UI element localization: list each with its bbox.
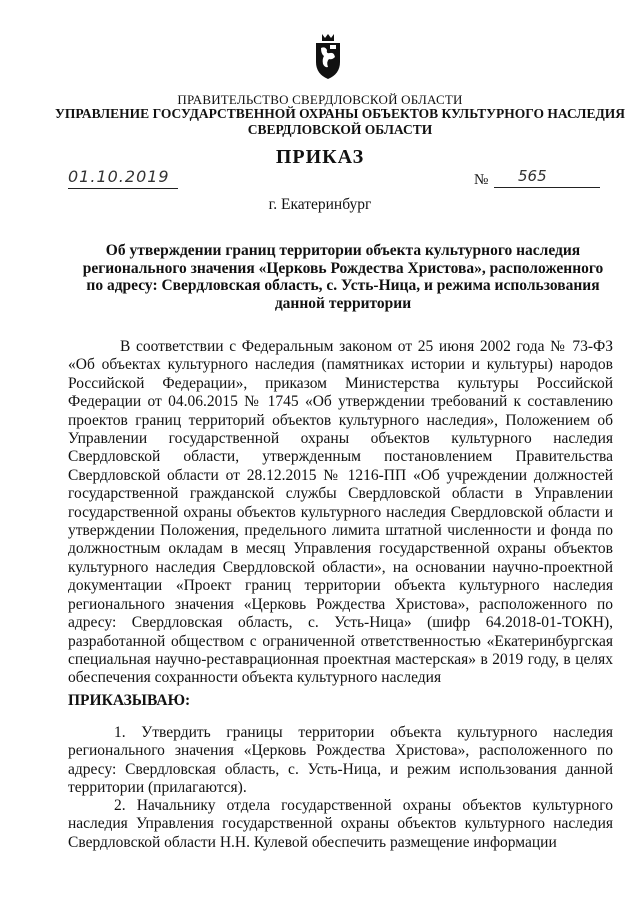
document-title: ПРИКАЗ	[275, 146, 365, 168]
decree-heading: ПРИКАЗЫВАЮ:	[68, 692, 191, 709]
order-item-2: 2. Начальнику отдела государственной охраны объектов культурного наследия Управления государственной охраны объектов культурного наследия Свердловской области Н.Н. Кулевой обеспечить размещение информации	[68, 797, 613, 851]
number-label: №	[474, 172, 489, 188]
order-item-1: 1. Утвердить границы территории объекта культурного наследия регионального значения «Церковь Рождества Христова», расположенного по адресу: Свердловская область, с. Усть-Ница, и режим использования данной территории (прилагаются).	[68, 724, 613, 797]
government-name: ПРАВИТЕЛЬСТВО СВЕРДЛОВСКОЙ ОБЛАСТИ	[177, 92, 463, 107]
order-date: 01.10.2019	[68, 166, 178, 189]
department-name: УПРАВЛЕНИЕ ГОСУДАРСТВЕННОЙ ОХРАНЫ ОБЪЕКТОВ КУЛЬТУРНОГО НАСЛЕДИЯ СВЕРДЛОВСКОЙ ОБЛАСТИ	[54, 106, 626, 137]
order-subject: Об утверждении границ территории объекта культурного наследия регионального значения «Церковь Рождества Христова», расположенного по адресу: Свердловская область, с. Усть-Ница, и режима использования данной территории	[82, 242, 604, 312]
order-number: 565	[494, 166, 600, 188]
preamble-paragraph: В соответствии с Федеральным законом от 25 июня 2002 года № 73-ФЗ «Об объектах культурного наследия (памятниках истории и культуры) народов Российской Федерации», приказом Министерства культуры Российской Федерации от 04.06.2015 № 1745 «Об утверждении требований к составлению проектов границ территорий объектов культурного наследия», Положением об Управлении государственной охраны объектов культурного наследия Свердловской области, утвержденным постановлением Правительства Свердловской области от 28.12.2015 № 1216-ПП «Об учреждении должностей государственной гражданской службы Свердловской области в Управлении государственной охраны объектов культурного наследия Свердловской области и утверждении Положения, предельного лимита штатной численности и фонда по должностным окладам в месяц Управления государственной охраны объектов культурного наследия Свердловской области», на основании научно-проектной документации «Проект границ территории объекта культурного наследия регионального значения «Церковь Рождества Христова», расположенного по адресу: Свердловская область, с. Усть-Ница» (шифр 64.2018-01-ТОКН), разработанной обществом с ограниченной ответственностью «Екатеринбургская специальная научно-реставрационная проектная мастерская» в 2019 году, в целях обеспечения сохранности объекта культурного наследия	[68, 338, 613, 687]
coat-of-arms-icon	[313, 32, 343, 80]
city-line: г. Екатеринбург	[268, 196, 372, 213]
